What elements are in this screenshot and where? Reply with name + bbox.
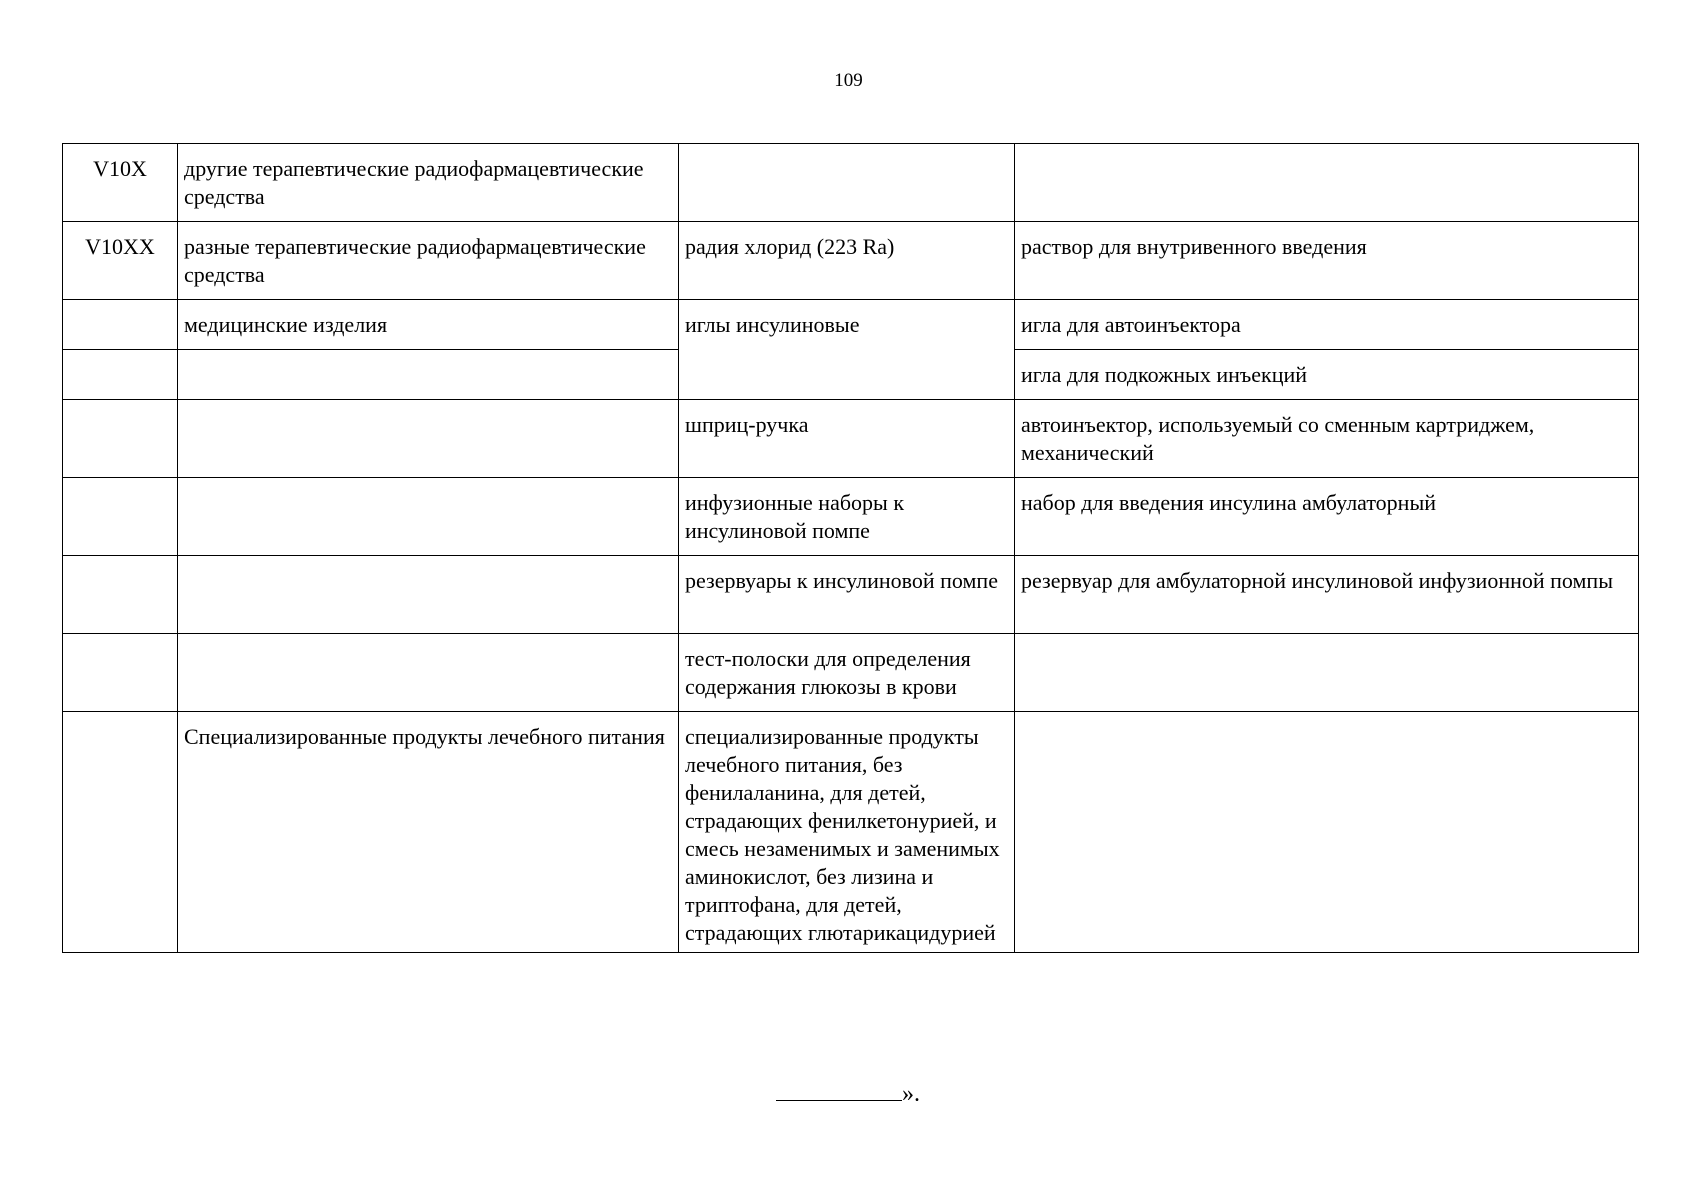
group-cell: разные терапевтические радиофармацевтические средства [178,222,679,300]
name-cell: радия хлорид (223 Ra) [679,222,1015,300]
table-row [63,400,1639,478]
atc-code-cell [63,634,178,712]
closing-mark [776,1078,920,1108]
name-cell [679,144,1015,222]
group-cell: другие терапевтические радиофармацевтические средства [178,144,679,222]
form-cell: раствор для внутривенного введения [1015,222,1639,300]
group-cell [178,400,679,478]
group-cell [178,350,679,400]
atc-code-cell [63,350,178,400]
group-cell: Специализированные продукты лечебного питания [178,712,679,953]
form-cell [1015,144,1639,222]
name-cell: специализированные продукты лечебного питания, без фенилаланина, для детей, страдающих фенилкетонурией, и смесь незаменимых и заменимых аминокислот, без лизина и триптофана, для детей, страдающих глютарикацидурией [679,712,1015,953]
table-row [63,712,1639,953]
name-cell: иглы инсулиновые [679,300,1015,400]
atc-code-cell: V10X [63,144,178,222]
group-cell [178,478,679,556]
atc-code-cell: V10XX [63,222,178,300]
atc-code-cell [63,478,178,556]
table-row [63,144,1639,222]
table-row [63,634,1639,712]
atc-code-cell [63,556,178,634]
group-cell [178,634,679,712]
form-cell [1015,712,1639,953]
closing-quote: ». [902,1081,920,1107]
table-row [63,300,1639,350]
table-row [63,222,1639,300]
group-cell [178,556,679,634]
atc-code-cell [63,712,178,953]
form-cell: игла для подкожных инъекций [1015,350,1639,400]
form-cell [1015,634,1639,712]
name-cell: резервуары к инсулиновой помпе [679,556,1015,634]
table-row [63,556,1639,634]
form-cell: игла для автоинъектора [1015,300,1639,350]
signature-line [776,1078,902,1101]
form-cell: набор для введения инсулина амбулаторный [1015,478,1639,556]
name-cell: тест-полоски для определения содержания глюкозы в крови [679,634,1015,712]
drug-table [62,143,1639,953]
atc-code-cell [63,300,178,350]
page-number: 109 [834,70,863,91]
name-cell: инфузионные наборы к инсулиновой помпе [679,478,1015,556]
form-cell: автоинъектор, используемый со сменным картриджем, механический [1015,400,1639,478]
atc-code-cell [63,400,178,478]
group-cell: медицинские изделия [178,300,679,350]
table-row [63,478,1639,556]
name-cell: шприц-ручка [679,400,1015,478]
form-cell: резервуар для амбулаторной инсулиновой инфузионной помпы [1015,556,1639,634]
